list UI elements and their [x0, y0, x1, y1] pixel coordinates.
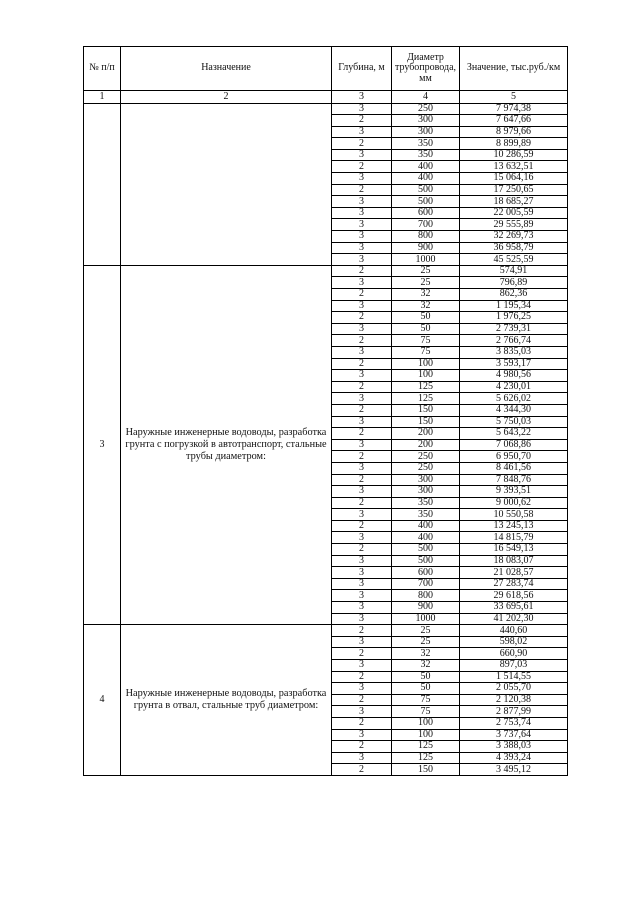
diameter-cell: 100 [392, 717, 460, 729]
diameter-cell: 75 [392, 694, 460, 706]
depth-cell: 3 [332, 683, 392, 695]
depth-cell: 2 [332, 625, 392, 637]
diameter-cell: 350 [392, 497, 460, 509]
value-cell: 2 877,99 [460, 706, 568, 718]
diameter-cell: 150 [392, 416, 460, 428]
diameter-cell: 400 [392, 520, 460, 532]
diameter-cell: 25 [392, 636, 460, 648]
diameter-cell: 300 [392, 486, 460, 498]
depth-cell: 3 [332, 660, 392, 672]
diameter-cell: 700 [392, 578, 460, 590]
group-number [84, 103, 121, 265]
header-diameter: Диаметр трубопровода, мм [392, 47, 460, 91]
value-cell: 17 250,65 [460, 184, 568, 196]
diameter-cell: 300 [392, 474, 460, 486]
diameter-cell: 50 [392, 671, 460, 683]
diameter-cell: 32 [392, 300, 460, 312]
value-cell: 4 230,01 [460, 381, 568, 393]
group-description [121, 103, 332, 265]
value-cell: 13 632,51 [460, 161, 568, 173]
depth-cell: 2 [332, 520, 392, 532]
diameter-cell: 300 [392, 126, 460, 138]
diameter-cell: 400 [392, 161, 460, 173]
depth-cell: 3 [332, 219, 392, 231]
value-cell: 796,89 [460, 277, 568, 289]
depth-cell: 3 [332, 149, 392, 161]
value-cell: 36 958,79 [460, 242, 568, 254]
depth-cell: 2 [332, 544, 392, 556]
diameter-cell: 25 [392, 265, 460, 277]
value-cell: 5 643,22 [460, 428, 568, 440]
group-description: Наружные инженерные водоводы, разработка грунта с погрузкой в автотранспорт, стальные трубы диаметром: [121, 265, 332, 624]
depth-cell: 2 [332, 451, 392, 463]
diameter-cell: 125 [392, 741, 460, 753]
depth-cell: 2 [332, 671, 392, 683]
depth-cell: 2 [332, 335, 392, 347]
diameter-cell: 250 [392, 451, 460, 463]
depth-cell: 3 [332, 706, 392, 718]
value-cell: 2 753,74 [460, 717, 568, 729]
depth-cell: 3 [332, 555, 392, 567]
value-cell: 2 739,31 [460, 323, 568, 335]
diameter-cell: 400 [392, 173, 460, 185]
value-cell: 27 283,74 [460, 578, 568, 590]
value-cell: 3 835,03 [460, 346, 568, 358]
depth-cell: 2 [332, 764, 392, 776]
value-cell: 8 899,89 [460, 138, 568, 150]
value-cell: 1 514,55 [460, 671, 568, 683]
depth-cell: 3 [332, 613, 392, 625]
diameter-cell: 100 [392, 370, 460, 382]
depth-cell: 3 [332, 207, 392, 219]
depth-cell: 2 [332, 138, 392, 150]
header-row [84, 47, 568, 91]
diameter-cell: 350 [392, 509, 460, 521]
diameter-cell: 900 [392, 602, 460, 614]
depth-cell: 3 [332, 602, 392, 614]
header-value: Значение, тыс.руб./км [460, 47, 568, 91]
depth-cell: 2 [332, 694, 392, 706]
colnum-2: 2 [121, 91, 332, 104]
header-depth: Глубина, м [332, 47, 392, 91]
depth-cell: 2 [332, 648, 392, 660]
diameter-cell: 150 [392, 404, 460, 416]
diameter-cell: 900 [392, 242, 460, 254]
depth-cell: 3 [332, 323, 392, 335]
diameter-cell: 250 [392, 103, 460, 115]
diameter-cell: 250 [392, 462, 460, 474]
value-cell: 16 549,13 [460, 544, 568, 556]
header-num: № п/п [84, 47, 121, 91]
value-cell: 3 495,12 [460, 764, 568, 776]
value-cell: 862,36 [460, 289, 568, 301]
value-cell: 598,02 [460, 636, 568, 648]
depth-cell: 3 [332, 242, 392, 254]
diameter-cell: 125 [392, 752, 460, 764]
diameter-cell: 50 [392, 312, 460, 324]
diameter-cell: 400 [392, 532, 460, 544]
value-cell: 9 393,51 [460, 486, 568, 498]
diameter-cell: 500 [392, 544, 460, 556]
depth-cell: 2 [332, 115, 392, 127]
depth-cell: 2 [332, 265, 392, 277]
value-cell: 29 618,56 [460, 590, 568, 602]
depth-cell: 3 [332, 509, 392, 521]
value-cell: 2 120,38 [460, 694, 568, 706]
diameter-cell: 200 [392, 428, 460, 440]
depth-cell: 2 [332, 404, 392, 416]
diameter-cell: 1000 [392, 254, 460, 266]
depth-cell: 3 [332, 578, 392, 590]
value-cell: 4 344,30 [460, 404, 568, 416]
depth-cell: 2 [332, 497, 392, 509]
group-number: 3 [84, 265, 121, 624]
depth-cell: 3 [332, 636, 392, 648]
depth-cell: 3 [332, 532, 392, 544]
depth-cell: 3 [332, 416, 392, 428]
diameter-cell: 150 [392, 764, 460, 776]
diameter-cell: 200 [392, 439, 460, 451]
depth-cell: 3 [332, 126, 392, 138]
colnum-1: 1 [84, 91, 121, 104]
depth-cell: 3 [332, 439, 392, 451]
diameter-cell: 800 [392, 590, 460, 602]
table-row [84, 625, 568, 637]
depth-cell: 3 [332, 486, 392, 498]
value-cell: 29 555,89 [460, 219, 568, 231]
depth-cell: 3 [332, 277, 392, 289]
value-cell: 2 055,70 [460, 683, 568, 695]
depth-cell: 3 [332, 370, 392, 382]
depth-cell: 3 [332, 231, 392, 243]
depth-cell: 2 [332, 741, 392, 753]
depth-cell: 3 [332, 103, 392, 115]
diameter-cell: 75 [392, 706, 460, 718]
diameter-cell: 25 [392, 625, 460, 637]
column-number-row [84, 91, 568, 104]
value-cell: 897,03 [460, 660, 568, 672]
diameter-cell: 100 [392, 729, 460, 741]
diameter-cell: 700 [392, 219, 460, 231]
diameter-cell: 32 [392, 648, 460, 660]
diameter-cell: 25 [392, 277, 460, 289]
diameter-cell: 50 [392, 323, 460, 335]
depth-cell: 3 [332, 752, 392, 764]
diameter-cell: 500 [392, 196, 460, 208]
depth-cell: 2 [332, 161, 392, 173]
value-cell: 3 388,03 [460, 741, 568, 753]
value-cell: 3 737,64 [460, 729, 568, 741]
colnum-3: 3 [332, 91, 392, 104]
depth-cell: 3 [332, 462, 392, 474]
value-cell: 1 976,25 [460, 312, 568, 324]
diameter-cell: 50 [392, 683, 460, 695]
value-cell: 8 979,66 [460, 126, 568, 138]
depth-cell: 2 [332, 428, 392, 440]
depth-cell: 3 [332, 346, 392, 358]
value-cell: 15 064,16 [460, 173, 568, 185]
group-description: Наружные инженерные водоводы, разработка грунта в отвал, стальные труб диаметром: [121, 625, 332, 776]
value-cell: 440,60 [460, 625, 568, 637]
value-cell: 574,91 [460, 265, 568, 277]
diameter-cell: 32 [392, 289, 460, 301]
depth-cell: 3 [332, 567, 392, 579]
depth-cell: 2 [332, 381, 392, 393]
depth-cell: 3 [332, 590, 392, 602]
depth-cell: 3 [332, 729, 392, 741]
depth-cell: 3 [332, 393, 392, 405]
diameter-cell: 600 [392, 567, 460, 579]
diameter-cell: 100 [392, 358, 460, 370]
value-cell: 6 950,70 [460, 451, 568, 463]
value-cell: 32 269,73 [460, 231, 568, 243]
depth-cell: 3 [332, 254, 392, 266]
value-cell: 18 083,07 [460, 555, 568, 567]
value-cell: 10 286,59 [460, 149, 568, 161]
value-cell: 5 750,03 [460, 416, 568, 428]
colnum-4: 4 [392, 91, 460, 104]
depth-cell: 2 [332, 184, 392, 196]
diameter-cell: 75 [392, 346, 460, 358]
diameter-cell: 350 [392, 138, 460, 150]
price-table [83, 46, 568, 776]
value-cell: 14 815,79 [460, 532, 568, 544]
value-cell: 4 393,24 [460, 752, 568, 764]
diameter-cell: 125 [392, 381, 460, 393]
depth-cell: 3 [332, 173, 392, 185]
value-cell: 7 848,76 [460, 474, 568, 486]
value-cell: 2 766,74 [460, 335, 568, 347]
value-cell: 41 202,30 [460, 613, 568, 625]
diameter-cell: 350 [392, 149, 460, 161]
table-body [84, 103, 568, 775]
diameter-cell: 500 [392, 555, 460, 567]
diameter-cell: 125 [392, 393, 460, 405]
header-name: Назначение [121, 47, 332, 91]
diameter-cell: 800 [392, 231, 460, 243]
diameter-cell: 75 [392, 335, 460, 347]
value-cell: 660,90 [460, 648, 568, 660]
depth-cell: 2 [332, 289, 392, 301]
depth-cell: 2 [332, 717, 392, 729]
table-row [84, 103, 568, 115]
diameter-cell: 600 [392, 207, 460, 219]
colnum-5: 5 [460, 91, 568, 104]
value-cell: 45 525,59 [460, 254, 568, 266]
value-cell: 7 974,38 [460, 103, 568, 115]
value-cell: 18 685,27 [460, 196, 568, 208]
value-cell: 3 593,17 [460, 358, 568, 370]
depth-cell: 2 [332, 474, 392, 486]
group-number: 4 [84, 625, 121, 776]
value-cell: 8 461,56 [460, 462, 568, 474]
value-cell: 13 245,13 [460, 520, 568, 532]
diameter-cell: 500 [392, 184, 460, 196]
depth-cell: 2 [332, 358, 392, 370]
table-row [84, 265, 568, 277]
depth-cell: 3 [332, 300, 392, 312]
diameter-cell: 32 [392, 660, 460, 672]
value-cell: 7 647,66 [460, 115, 568, 127]
value-cell: 7 068,86 [460, 439, 568, 451]
diameter-cell: 1000 [392, 613, 460, 625]
value-cell: 10 550,58 [460, 509, 568, 521]
value-cell: 5 626,02 [460, 393, 568, 405]
value-cell: 33 695,61 [460, 602, 568, 614]
value-cell: 4 980,56 [460, 370, 568, 382]
value-cell: 22 005,59 [460, 207, 568, 219]
depth-cell: 3 [332, 196, 392, 208]
value-cell: 21 028,57 [460, 567, 568, 579]
diameter-cell: 300 [392, 115, 460, 127]
value-cell: 9 000,62 [460, 497, 568, 509]
depth-cell: 2 [332, 312, 392, 324]
value-cell: 1 195,34 [460, 300, 568, 312]
